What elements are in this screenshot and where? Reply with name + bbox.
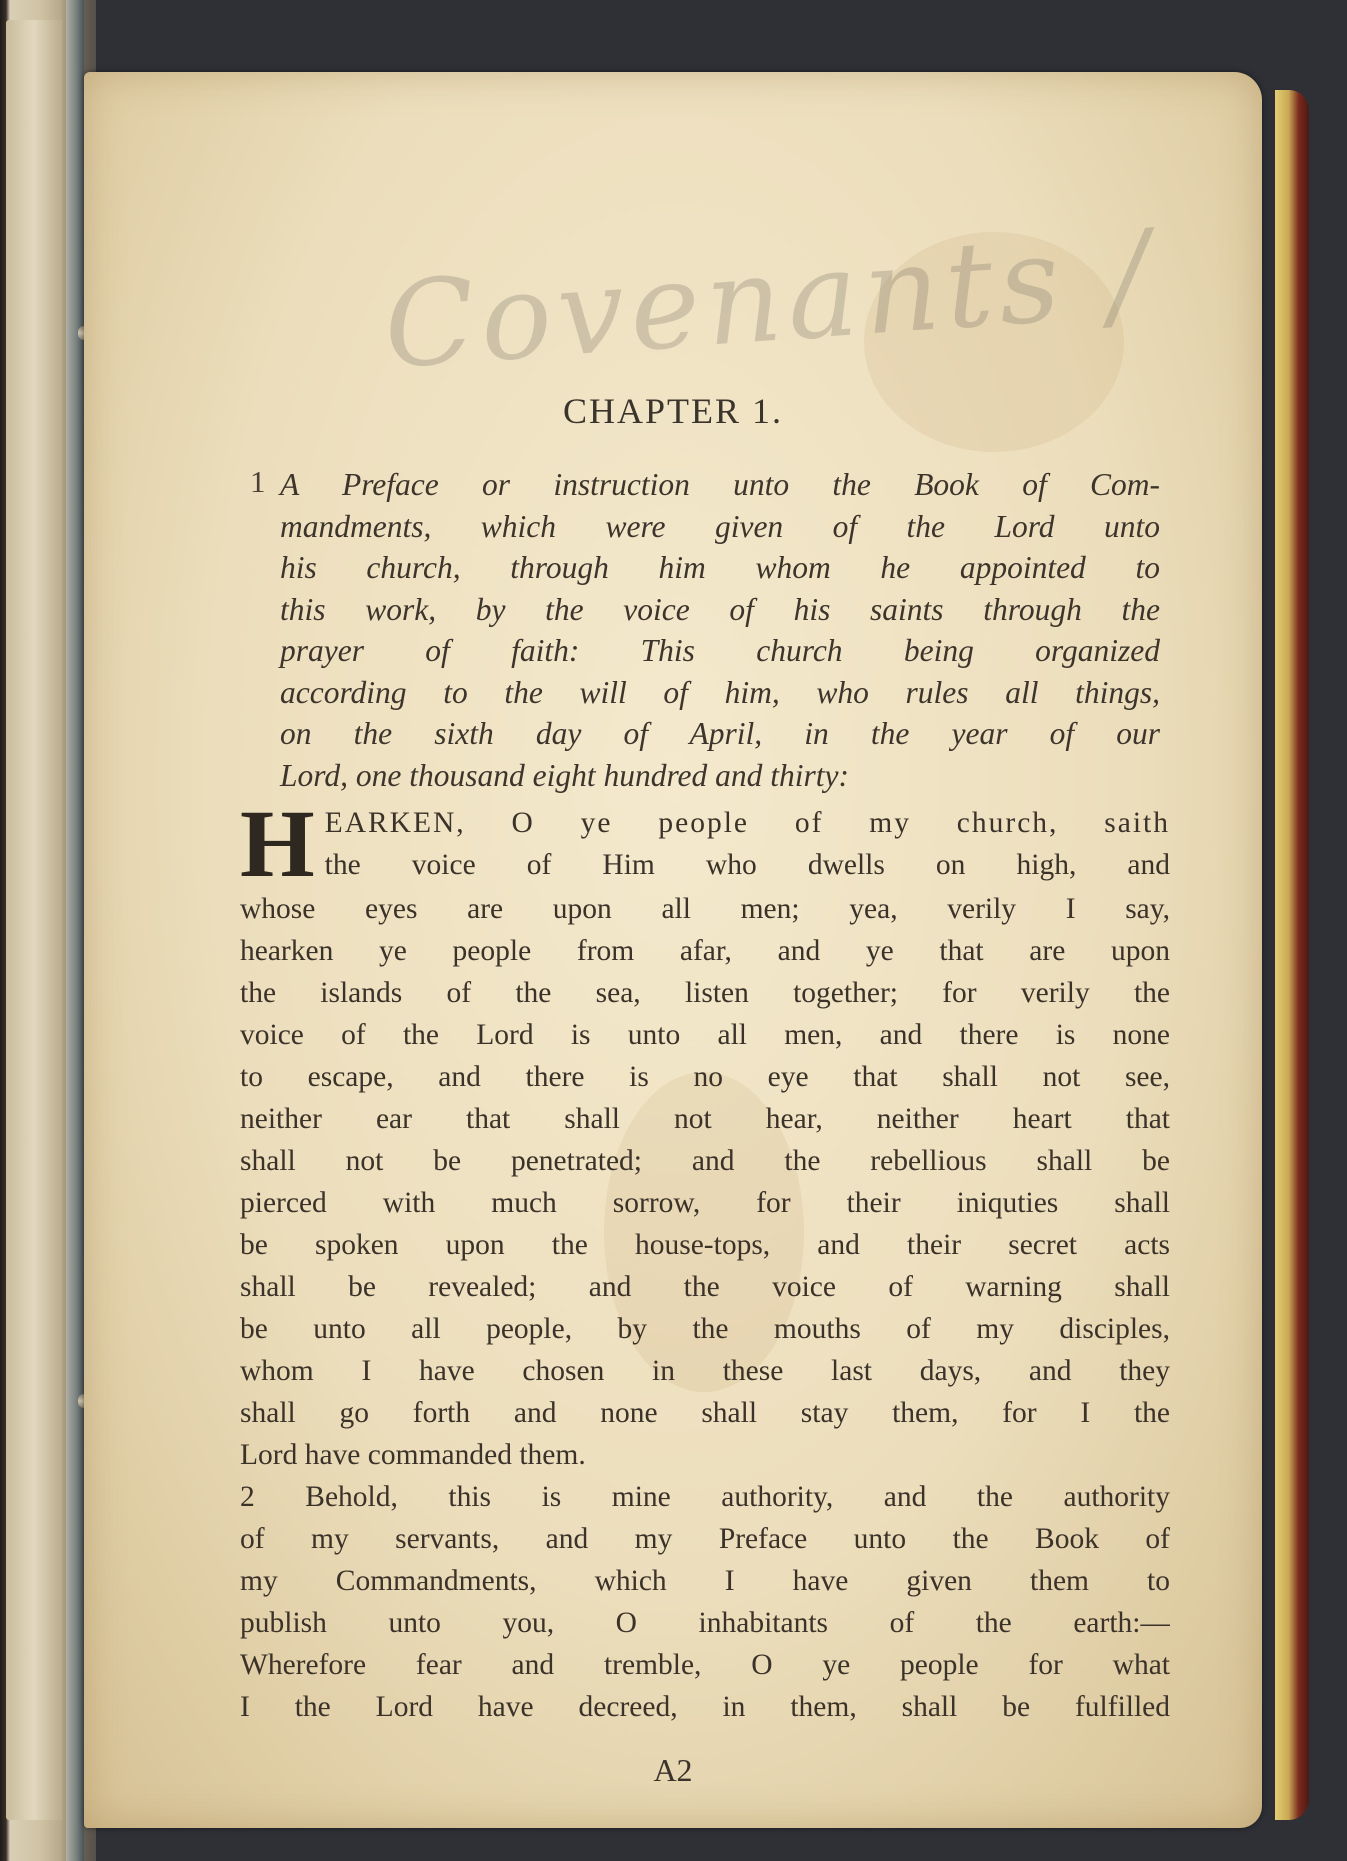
verse-line: my Commandments, which I have given them to: [240, 1565, 1170, 1597]
verse-line: shall go forth and none shall stay them, for I the: [240, 1397, 1170, 1429]
summary-line: mandments, which were given of the Lord unto: [280, 508, 1160, 544]
verse-line: of my servants, and my Preface unto the Book of: [240, 1523, 1170, 1555]
verse-text: [240, 802, 1170, 1728]
summary-text: [280, 464, 1160, 796]
book-block-edge: [1275, 90, 1309, 1820]
verse-line: the voice of Him who dwells on high, and: [324, 849, 1170, 881]
verse-line: shall be revealed; and the voice of warning shall: [240, 1271, 1170, 1303]
summary-line: his church, through him whom he appointed to: [280, 550, 1160, 585]
verse-line: neither ear that shall not hear, neither heart that: [240, 1103, 1170, 1135]
pencil-annotation: Covenants /: [379, 203, 1159, 395]
summary-line: according to the will of him, who rules all things,: [280, 674, 1160, 710]
verse-line: to escape, and there is no eye that shall not see,: [240, 1061, 1170, 1093]
verse-line: pierced with much sorrow, for their iniquties shall: [240, 1187, 1170, 1219]
verse-line: 2 Behold, this is mine authority, and the authority: [240, 1481, 1170, 1513]
summary-line: A Preface or instruction unto the Book of Com-: [280, 467, 1160, 502]
verse-line: voice of the Lord is unto all men, and there is none: [240, 1019, 1170, 1051]
verse-line: publish unto you, O inhabitants of the earth:—: [240, 1607, 1170, 1639]
verse-line: the islands of the sea, listen together; for verily the: [240, 977, 1170, 1009]
chapter-title: CHAPTER 1.: [562, 391, 784, 431]
verse-line: Lord have commanded them.: [240, 1439, 586, 1471]
summary-line: this work, by the voice of his saints through the: [280, 591, 1160, 627]
signature-mark: A2: [653, 1752, 693, 1788]
book-page: [84, 72, 1262, 1828]
verse-line: I the Lord have decreed, in them, shall be fulfilled: [240, 1691, 1170, 1723]
verse-1-opening: [240, 802, 1170, 888]
verse-line: shall not be penetrated; and the rebellious shall be: [240, 1145, 1170, 1177]
verse-line: EARKEN, O ye people of my church, saith: [324, 807, 1170, 839]
facing-page-edge: [6, 20, 62, 1820]
summary-line: Lord, one thousand eight hundred and thirty:: [280, 757, 850, 793]
glass-plate-edge: [66, 0, 84, 1861]
drop-cap: H: [240, 802, 315, 888]
summary-line: prayer of faith: This church being organized: [280, 633, 1160, 668]
verse-line: whose eyes are upon all men; yea, verily I say,: [240, 893, 1170, 925]
summary-number: 1: [250, 464, 266, 499]
verse-line: hearken ye people from afar, and ye that are upon: [240, 935, 1170, 967]
verse-line: be spoken upon the house-tops, and their secret acts: [240, 1229, 1170, 1261]
verse-line: be unto all people, by the mouths of my disciples,: [240, 1313, 1170, 1345]
chapter-summary: [250, 464, 1160, 796]
verse-line: Wherefore fear and tremble, O ye people for what: [240, 1649, 1170, 1681]
verse-line: whom I have chosen in these last days, and they: [240, 1355, 1170, 1387]
summary-line: on the sixth day of April, in the year of our: [280, 716, 1160, 751]
